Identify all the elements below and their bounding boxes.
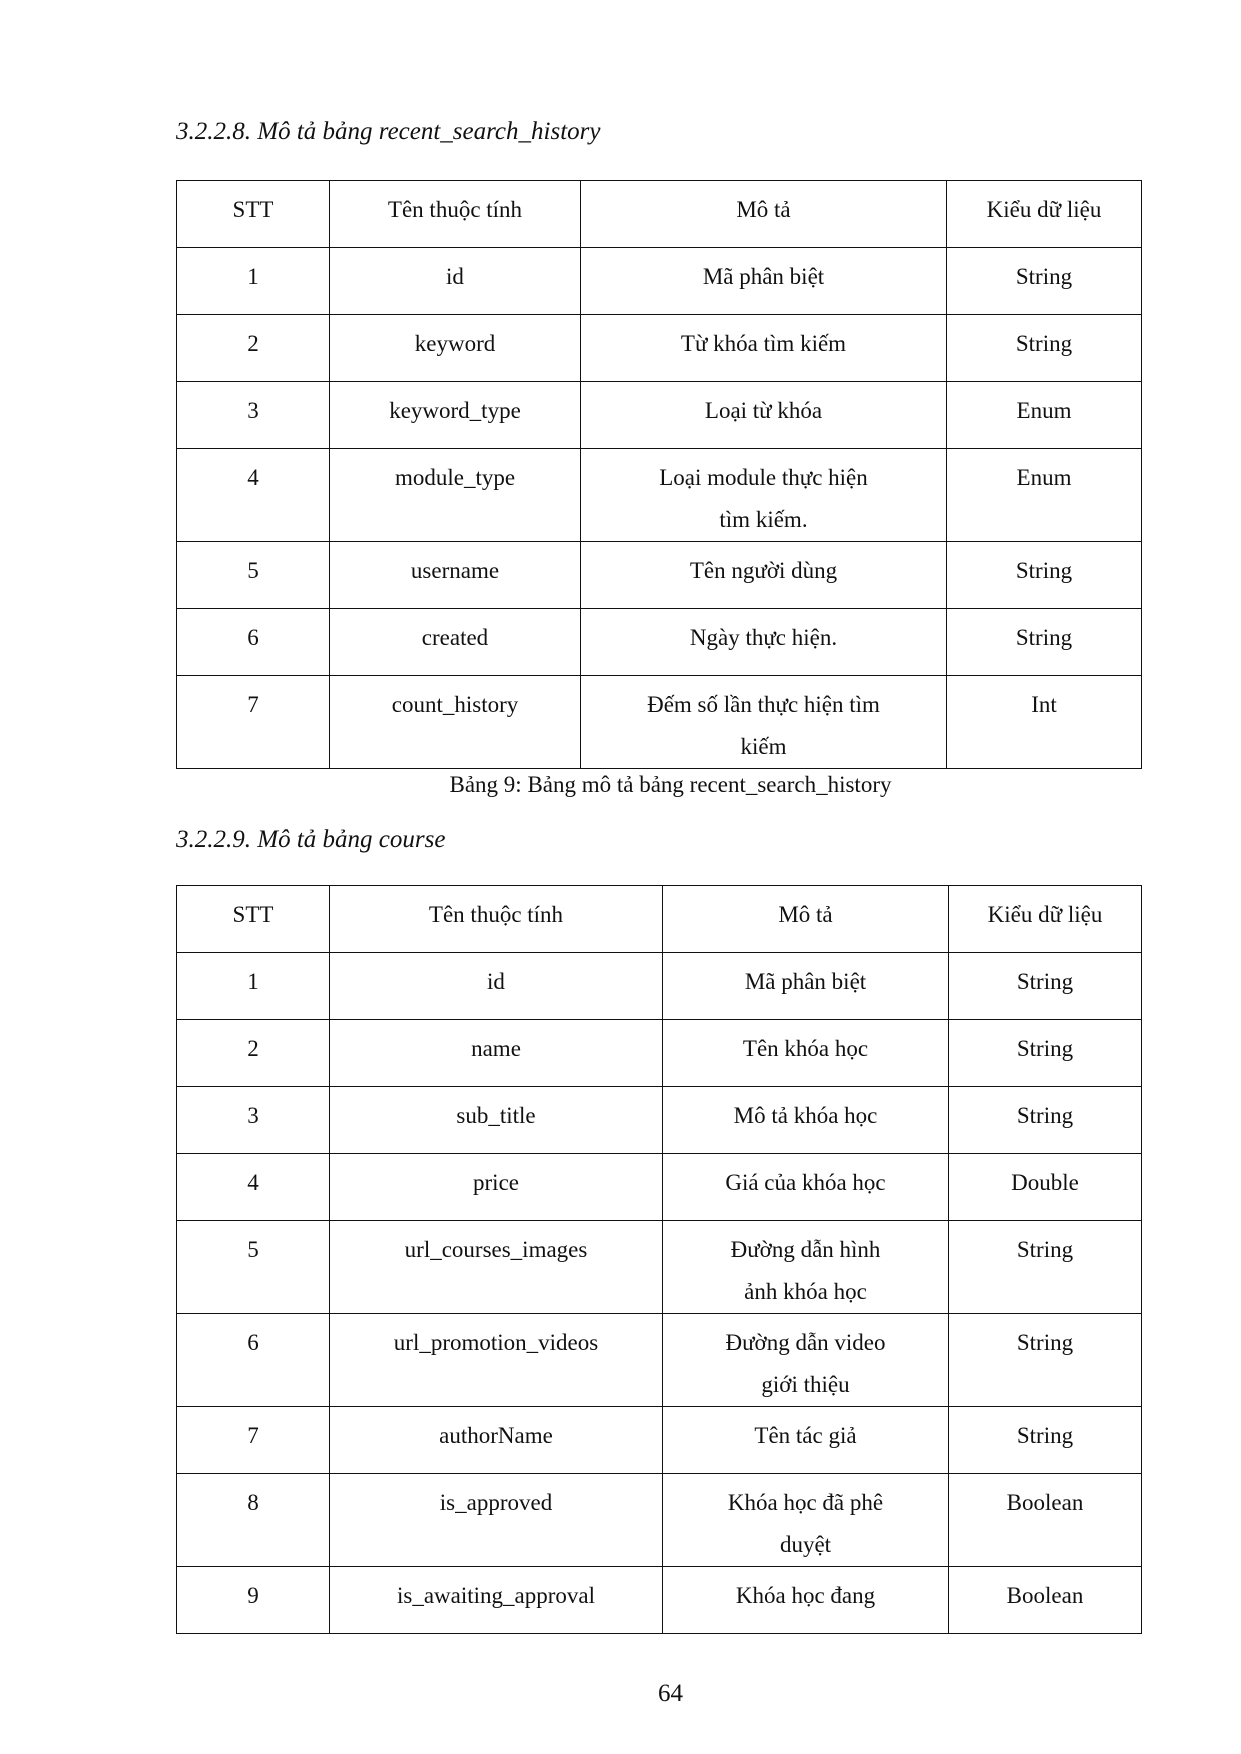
column-header: STT [177,181,330,248]
attribute-cell: count_history [330,676,581,769]
table-header-row [177,181,1142,248]
description-line: ảnh khóa học [744,1279,867,1304]
recent-search-history-table [176,180,1142,769]
stt-cell: 3 [177,1087,330,1154]
attribute-cell: sub_title [330,1087,663,1154]
description-line: Khóa học đã phê [727,1490,884,1515]
table-row [177,1020,1142,1087]
description-cell: Giá của khóa học [663,1154,949,1221]
table-row [177,1407,1142,1474]
type-cell: String [949,1314,1142,1407]
attribute-cell: name [330,1020,663,1087]
stt-cell: 4 [177,1154,330,1221]
table-row [177,1314,1142,1407]
table-row [177,382,1142,449]
attribute-cell: username [330,542,581,609]
attribute-cell: id [330,248,581,315]
table-row [177,609,1142,676]
description-cell: Khóa học đang [663,1567,949,1634]
type-cell: String [949,1020,1142,1087]
attribute-cell: id [330,953,663,1020]
column-header: Mô tả [581,181,947,248]
stt-cell: 2 [177,315,330,382]
table-row [177,1474,1142,1567]
stt-cell: 1 [177,953,330,1020]
stt-cell: 1 [177,248,330,315]
table-caption: Bảng 9: Bảng mô tả bảng recent_search_history [449,772,892,797]
type-cell: String [947,542,1142,609]
attribute-cell: keyword_type [330,382,581,449]
stt-cell: 6 [177,609,330,676]
type-cell: Enum [947,449,1142,542]
stt-cell: 4 [177,449,330,542]
type-cell: String [949,1407,1142,1474]
type-cell: Enum [947,382,1142,449]
column-header: Tên thuộc tính [330,181,581,248]
type-cell: String [949,953,1142,1020]
description-line: Loại module thực hiện [659,465,868,490]
stt-cell: 7 [177,676,330,769]
stt-cell: 7 [177,1407,330,1474]
description-cell [663,1314,949,1407]
table-row [177,676,1142,769]
attribute-cell: authorName [330,1407,663,1474]
section-heading: 3.2.2.9. Mô tả bảng course [176,826,446,853]
table-row [177,1154,1142,1221]
attribute-cell: price [330,1154,663,1221]
stt-cell: 5 [177,542,330,609]
stt-cell: 5 [177,1221,330,1314]
table-row [177,248,1142,315]
description-cell: Mô tả khóa học [663,1087,949,1154]
description-line: Đếm số lần thực hiện tìm [647,692,880,717]
type-cell: String [947,315,1142,382]
attribute-cell: is_awaiting_approval [330,1567,663,1634]
type-cell: String [949,1221,1142,1314]
description-line: Đường dẫn video [725,1330,886,1355]
type-cell: Boolean [949,1474,1142,1567]
attribute-cell: url_promotion_videos [330,1314,663,1407]
type-cell: String [949,1087,1142,1154]
description-cell: Tên khóa học [663,1020,949,1087]
description-cell: Mã phân biệt [663,953,949,1020]
description-cell [663,1221,949,1314]
description-cell: Ngày thực hiện. [581,609,947,676]
stt-cell: 6 [177,1314,330,1407]
description-cell: Tên người dùng [581,542,947,609]
description-cell [663,1474,949,1567]
table-row [177,1087,1142,1154]
column-header: Kiểu dữ liệu [947,181,1142,248]
section-heading: 3.2.2.8. Mô tả bảng recent_search_history [176,118,601,145]
table-row [177,542,1142,609]
column-header: Mô tả [663,886,949,953]
course-table [176,885,1142,1634]
type-cell: String [947,609,1142,676]
type-cell: String [947,248,1142,315]
attribute-cell: module_type [330,449,581,542]
description-cell: Mã phân biệt [581,248,947,315]
attribute-cell: url_courses_images [330,1221,663,1314]
type-cell: Boolean [949,1567,1142,1634]
table-row [177,1221,1142,1314]
description-cell: Tên tác giả [663,1407,949,1474]
description-cell [581,676,947,769]
description-cell [581,449,947,542]
type-cell: Int [947,676,1142,769]
description-line: duyệt [779,1532,832,1557]
description-line: giới thiệu [761,1372,850,1397]
table-row [177,1567,1142,1634]
stt-cell: 9 [177,1567,330,1634]
description-cell: Loại từ khóa [581,382,947,449]
table-row [177,449,1142,542]
description-cell: Từ khóa tìm kiếm [581,315,947,382]
description-line: kiếm [740,734,787,759]
description-line: Đường dẫn hình [730,1237,881,1262]
table-row [177,953,1142,1020]
column-header: Kiểu dữ liệu [949,886,1142,953]
description-line: tìm kiếm. [719,507,808,532]
stt-cell: 2 [177,1020,330,1087]
attribute-cell: is_approved [330,1474,663,1567]
stt-cell: 8 [177,1474,330,1567]
table-row [177,315,1142,382]
column-header: STT [177,886,330,953]
attribute-cell: created [330,609,581,676]
page-number: 64 [658,1680,683,1707]
stt-cell: 3 [177,382,330,449]
type-cell: Double [949,1154,1142,1221]
table-header-row [177,886,1142,953]
attribute-cell: keyword [330,315,581,382]
column-header: Tên thuộc tính [330,886,663,953]
